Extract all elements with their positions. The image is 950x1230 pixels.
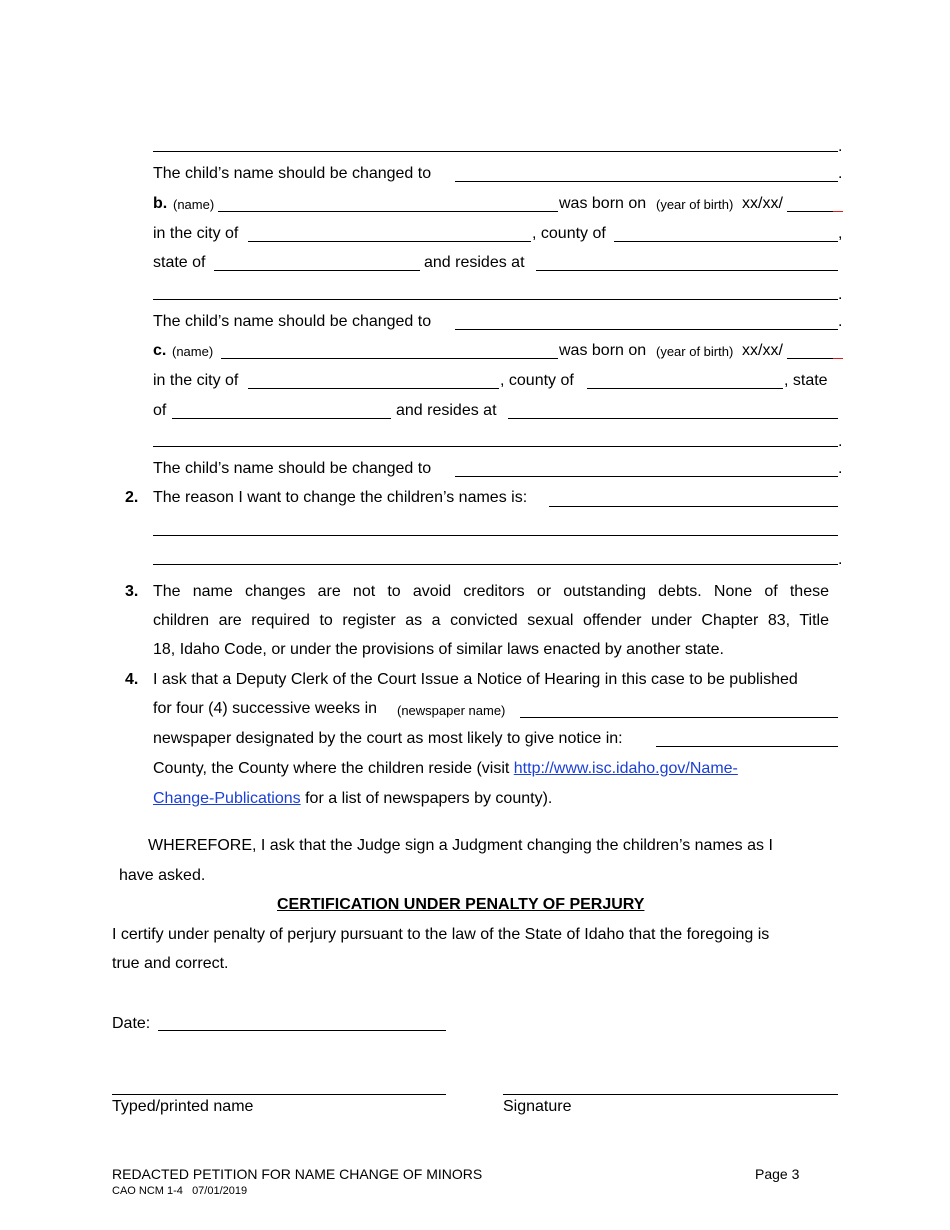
child-c-county-line[interactable] bbox=[587, 388, 783, 389]
item-4-line-3: newspaper designated by the court as most likely to give notice in: bbox=[153, 730, 623, 747]
child-b-city-line[interactable] bbox=[248, 241, 531, 242]
child-c-year-label: (year of birth) bbox=[656, 344, 734, 359]
certification-heading: CERTIFICATION UNDER PENALTY OF PERJURY bbox=[277, 896, 645, 913]
reason-line-2[interactable] bbox=[153, 535, 838, 536]
child-a-new-name-line[interactable] bbox=[455, 181, 838, 182]
child-b-county-line[interactable] bbox=[614, 241, 838, 242]
item-4-line-2: for four (4) successive weeks in bbox=[153, 700, 378, 717]
child-a-change-label: The child’s name should be changed to bbox=[153, 165, 432, 182]
printed-name-label: Typed/printed name bbox=[112, 1098, 254, 1115]
comma: , bbox=[838, 225, 843, 242]
child-c-state-line[interactable] bbox=[172, 418, 391, 419]
child-c-new-name-line[interactable] bbox=[455, 476, 838, 477]
child-b-year-line[interactable] bbox=[787, 211, 833, 212]
child-b-county-label: , county of bbox=[532, 225, 606, 242]
child-b-address-line-2[interactable] bbox=[153, 299, 838, 300]
certification-line-2: true and correct. bbox=[112, 955, 229, 972]
child-c-resides-label: and resides at bbox=[396, 402, 497, 419]
reason-line-3[interactable] bbox=[153, 564, 838, 565]
child-c-address-line[interactable] bbox=[508, 418, 838, 419]
child-b-name-label: (name) bbox=[173, 197, 215, 212]
item-4-newspaper-label: (newspaper name) bbox=[397, 703, 506, 718]
child-b-state-line[interactable] bbox=[214, 270, 420, 271]
item-4-number: 4. bbox=[125, 671, 139, 688]
child-c-city-label: in the city of bbox=[153, 372, 239, 389]
child-b-date-prefix: xx/xx/ bbox=[742, 195, 783, 212]
wherefore-line-2: have asked. bbox=[119, 867, 206, 884]
child-b-resides-label: and resides at bbox=[424, 254, 525, 271]
child-b-name-line[interactable] bbox=[218, 211, 558, 212]
period: . bbox=[838, 286, 843, 303]
footer-form-code: CAO NCM 1-4 07/01/2019 bbox=[112, 1185, 248, 1197]
footer-page-number: Page 3 bbox=[755, 1166, 800, 1182]
signature-line[interactable] bbox=[503, 1094, 838, 1095]
county-notice-line[interactable] bbox=[656, 746, 838, 747]
child-c-name-label: (name) bbox=[172, 344, 214, 359]
wherefore-line-1: WHEREFORE, I ask that the Judge sign a Judgment changing the children’s names as I bbox=[148, 837, 773, 854]
item-3-line-3: 18, Idaho Code, or under the provisions of similar laws enacted by another state. bbox=[153, 641, 724, 658]
period: . bbox=[838, 433, 843, 450]
item-2-number: 2. bbox=[125, 489, 139, 506]
signature-label: Signature bbox=[503, 1098, 572, 1115]
child-c-letter: c. bbox=[153, 342, 167, 359]
footer-title: REDACTED PETITION FOR NAME CHANGE OF MINORS bbox=[112, 1166, 483, 1182]
item-3-line-1: The name changes are not to avoid creditors or outstanding debts. None of these bbox=[153, 583, 829, 600]
child-b-new-name-line[interactable] bbox=[455, 329, 838, 330]
item-4-line-4 bbox=[153, 759, 738, 779]
item-3-line-2: children are required to register as a convicted sexual offender under Chapter 83, Title bbox=[153, 612, 829, 629]
printed-name-line[interactable] bbox=[112, 1094, 446, 1095]
child-b-born-label: was born on bbox=[559, 195, 647, 212]
item-4-line-5 bbox=[153, 789, 552, 809]
child-b-address-line[interactable] bbox=[536, 270, 838, 271]
child-c-name-line[interactable] bbox=[221, 358, 558, 359]
child-c-address-line-2[interactable] bbox=[153, 446, 838, 447]
date-line[interactable] bbox=[158, 1030, 446, 1031]
period: . bbox=[838, 313, 843, 330]
child-c-year-line-end bbox=[833, 358, 843, 359]
period: . bbox=[838, 460, 843, 477]
item-4-post-text: for a list of newspapers by county). bbox=[305, 790, 553, 807]
child-c-county-label: , county of bbox=[500, 372, 574, 389]
date-label: Date: bbox=[112, 1015, 151, 1032]
child-c-of-label: of bbox=[153, 402, 167, 419]
newspaper-link-part-2[interactable]: Change-Publications bbox=[153, 790, 301, 807]
item-4-line-1: I ask that a Deputy Clerk of the Court Issue a Notice of Hearing in this case to be published bbox=[153, 671, 798, 688]
child-b-change-label: The child’s name should be changed to bbox=[153, 313, 432, 330]
child-b-year-label: (year of birth) bbox=[656, 197, 734, 212]
child-b-state-label: state of bbox=[153, 254, 206, 271]
child-c-born-label: was born on bbox=[559, 342, 647, 359]
item-3-number: 3. bbox=[125, 583, 139, 600]
reason-line-1[interactable] bbox=[549, 506, 838, 507]
period: . bbox=[838, 138, 843, 155]
child-c-state-label: , state bbox=[784, 372, 828, 389]
child-b-city-label: in the city of bbox=[153, 225, 239, 242]
period: . bbox=[838, 551, 843, 568]
child-c-date-prefix: xx/xx/ bbox=[742, 342, 783, 359]
child-a-address-line[interactable] bbox=[153, 151, 838, 152]
child-b-year-line-end bbox=[833, 211, 843, 212]
item-2-text: The reason I want to change the children’s names is: bbox=[153, 489, 528, 506]
certification-line-1: I certify under penalty of perjury pursuant to the law of the State of Idaho that the foregoing is bbox=[112, 926, 770, 943]
item-4-county-text: County, the County where the children reside (visit bbox=[153, 760, 510, 777]
newspaper-name-line[interactable] bbox=[520, 717, 838, 718]
child-b-letter: b. bbox=[153, 195, 168, 212]
period: . bbox=[838, 165, 843, 182]
child-c-city-line[interactable] bbox=[248, 388, 499, 389]
newspaper-link-part-1[interactable]: http://www.isc.idaho.gov/Name- bbox=[513, 760, 738, 777]
child-c-year-line[interactable] bbox=[787, 358, 833, 359]
child-c-change-label: The child’s name should be changed to bbox=[153, 460, 432, 477]
